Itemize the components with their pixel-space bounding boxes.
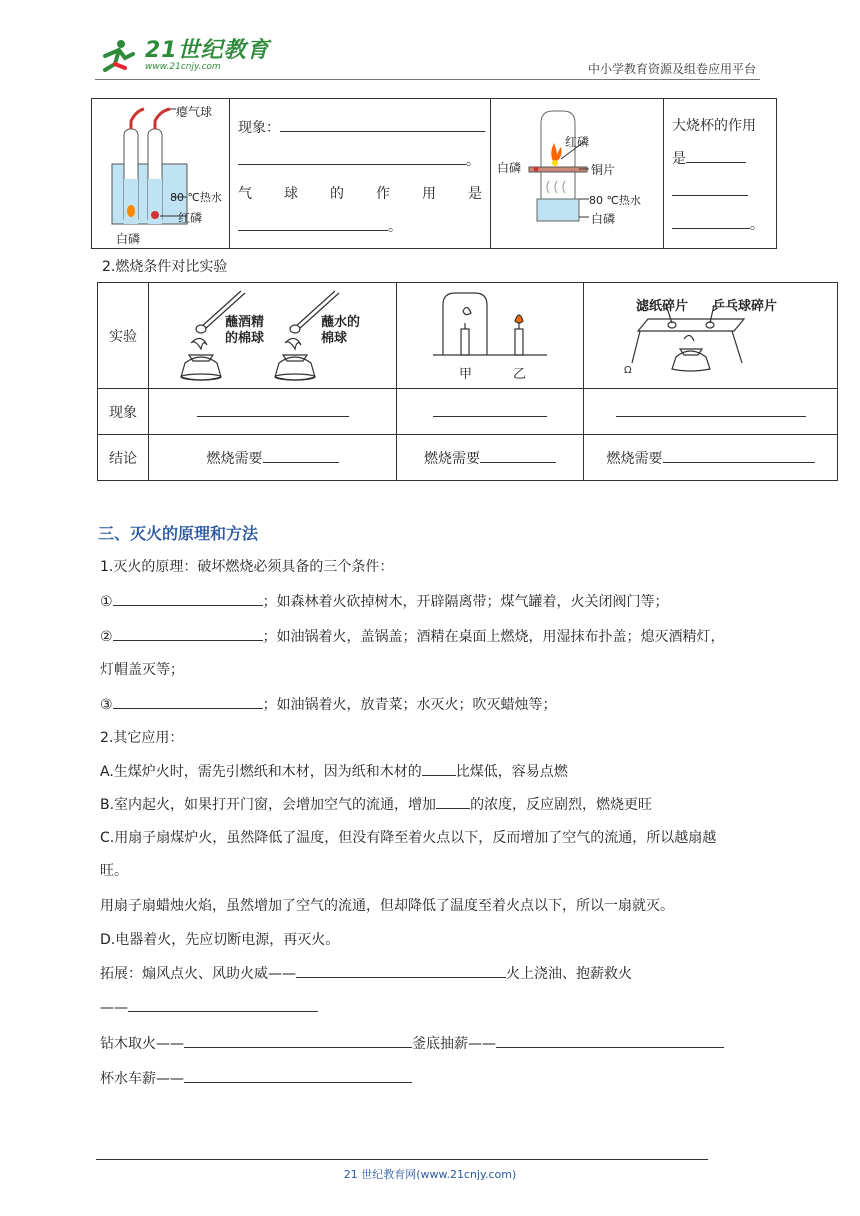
label-jia: 甲 [459,367,473,382]
balloon-label: 瘪气球 [176,105,213,119]
blank [263,448,339,463]
method-2-line [100,626,725,646]
blank [686,148,746,163]
item-a [100,761,568,781]
ext-5-text: 釜底抽薪—— [412,1036,496,1052]
ext-1-text: 拓展：煽风点火、风助火威—— [100,966,296,982]
header-divider [95,79,760,80]
white-phosphorus-label: 白磷 [116,232,141,246]
blank [197,402,349,417]
extension-line-2 [100,997,318,1016]
label-yi: 乙 [513,367,527,382]
beaker-role-line-1 [672,148,746,168]
phenomenon-line-2: 。 [238,150,480,170]
blank [672,181,748,196]
item-c: C.用扇子扇煤炉火，虽然降低了温度，但没有降至着火点以下，反而增加了空气的流通，所以越扇越 [100,830,717,846]
char: 用 [422,186,436,202]
exp3-cell [584,283,838,389]
char: 是 [468,186,482,202]
blank [422,761,456,776]
copper-sheet-label: 铜片 [591,163,616,177]
blank [296,963,506,978]
item-b-text-1: B.室内起火，如果打开门窗，会增加空气的流通，增加 [100,797,437,813]
conclusion-prefix: 燃烧需要 [206,450,263,467]
method-3-line [100,694,557,714]
logo-url: www.21cnjy.com [145,62,221,72]
ext-2-text: 火上浇油、抱薪救火 [506,966,632,982]
blank [184,1068,412,1083]
blank [238,216,388,231]
phenomenon-1 [149,389,397,435]
test-tube-diagram [92,99,229,249]
row-label-experiment: 实验 [98,283,149,389]
section3-title: 三、灭火的原理和方法 [98,524,259,543]
runner-logo-icon [95,38,139,74]
char: 球 [284,186,298,202]
principle-line: 1.灭火的原理：破坏燃烧必须具备的三个条件： [100,559,394,575]
conclusion-prefix: 燃烧需要 [606,450,663,467]
blank [663,448,815,463]
item-a-text-1: A.生煤炉火时，需先引燃纸和木材，因为纸和木材的 [100,764,422,780]
blank [238,150,466,165]
row-label-conclusion: 结论 [98,435,149,481]
method-3-text: ；如油锅着火，放青菜；水灭火；吹灭蜡烛等； [262,697,557,713]
top-experiment-table [91,98,777,249]
method-1-text: ；如森林着火砍掉树木，开辟隔离带；煤气罐着，火关闭阀门等； [262,594,669,610]
ext-3-text: —— [100,1000,128,1016]
circle-1-mark: ① [100,594,113,610]
phenomenon-cell [230,99,491,249]
method-2-cont: 灯帽盖灭等； [100,662,184,678]
beaker-role-title: 大烧杯的作用 [672,118,756,134]
other-uses-title: 2.其它应用： [100,730,184,746]
char: 气 [238,186,252,202]
exp2-cell [397,283,584,389]
exp1-cell [149,283,397,389]
item-a-text-2: 比煤低，容易点燃 [455,764,568,780]
test-tube-figure-cell [92,99,230,249]
blank [113,694,263,709]
copper-plate-diagram [584,283,834,389]
hot-water-label: 80 ℃热水 [589,194,641,207]
extension-line-1 [100,963,632,983]
blank [496,1033,724,1048]
conclusion-prefix: 燃烧需要 [424,450,480,467]
ext-4-text: 钻木取火—— [100,1036,184,1052]
combustion-comparison-table [97,282,838,481]
blank [616,402,806,417]
row-label-phenomenon: 现象 [98,389,149,435]
blank [280,117,485,132]
alcohol-cotton-label: 蘸酒精的棉球 [225,315,265,346]
page-header [95,38,760,82]
balloon-role-line [238,183,482,203]
filter-paper-label: 滤纸碎片 [636,299,689,314]
item-d: D.电器着火，先应切断电源，再灭火。 [100,932,340,948]
balloon-role-blank-line: 。 [238,216,402,236]
conclusion-3 [584,435,838,481]
char: 的 [330,186,344,202]
conclusion-1 [149,435,397,481]
extension-line-3 [100,1033,724,1053]
circle-2-mark: ② [100,629,113,645]
beaker-figure-cell [491,99,664,249]
item-b-text-2: 的浓度，反应剧烈，燃烧更旺 [470,797,653,813]
beaker-role-line-2 [672,181,748,200]
red-phosphorus-label: 红磷 [565,135,590,149]
blank [128,997,318,1012]
item-b [100,794,652,814]
beaker-role-is: 是 [672,151,686,167]
beaker-role-cell [664,99,777,249]
svg-text:Ω: Ω [624,365,632,376]
blank [436,794,470,809]
blank [433,402,547,417]
char: 作 [376,186,390,202]
header-title: 中小学教育资源及组卷应用平台 [587,62,756,76]
blank [480,448,556,463]
beaker-role-line-3: 。 [672,214,764,234]
blank [113,591,263,606]
white-phosphorus-top-label: 白磷 [497,161,522,175]
conclusion-2 [397,435,584,481]
footer-divider [96,1159,708,1160]
phenomenon-3 [584,389,838,435]
method-2-text: ；如油锅着火，盖锅盖；酒精在桌面上燃烧，用湿抹布扑盖；熄灭酒精灯， [262,629,725,645]
blank [672,214,750,229]
page-footer: 21 世纪教育网(www.21cnjy.com) [343,1168,517,1181]
ext-6-text: 杯水车薪—— [100,1071,184,1087]
extension-line-4 [100,1068,412,1088]
section2-title: 2.燃烧条件对比实验 [102,259,228,275]
item-c-cont: 旺。 [100,863,128,879]
phenomenon-label: 现象： [238,120,280,136]
phenomenon-line-1 [238,117,485,137]
pingpong-label: 乒乓球碎片 [712,299,778,314]
site-logo [95,38,270,74]
logo-title: 21世纪教育 [145,38,270,63]
blank [184,1033,412,1048]
item-c-candle: 用扇子扇蜡烛火焰，虽然增加了空气的流通，但却降低了温度至着火点以下，所以一扇就灭。 [100,898,674,914]
water-cotton-label: 蘸水的棉球 [321,315,361,346]
white-phosphorus-bottom-label: 白磷 [591,212,616,226]
blank [113,626,263,641]
red-phosphorus-label: 红磷 [178,211,203,225]
candle-jar-diagram [397,283,583,389]
method-1-line [100,591,669,611]
phenomenon-2 [397,389,584,435]
hot-water-label: 80 ℃热水 [170,191,222,204]
circle-3-mark: ③ [100,697,113,713]
